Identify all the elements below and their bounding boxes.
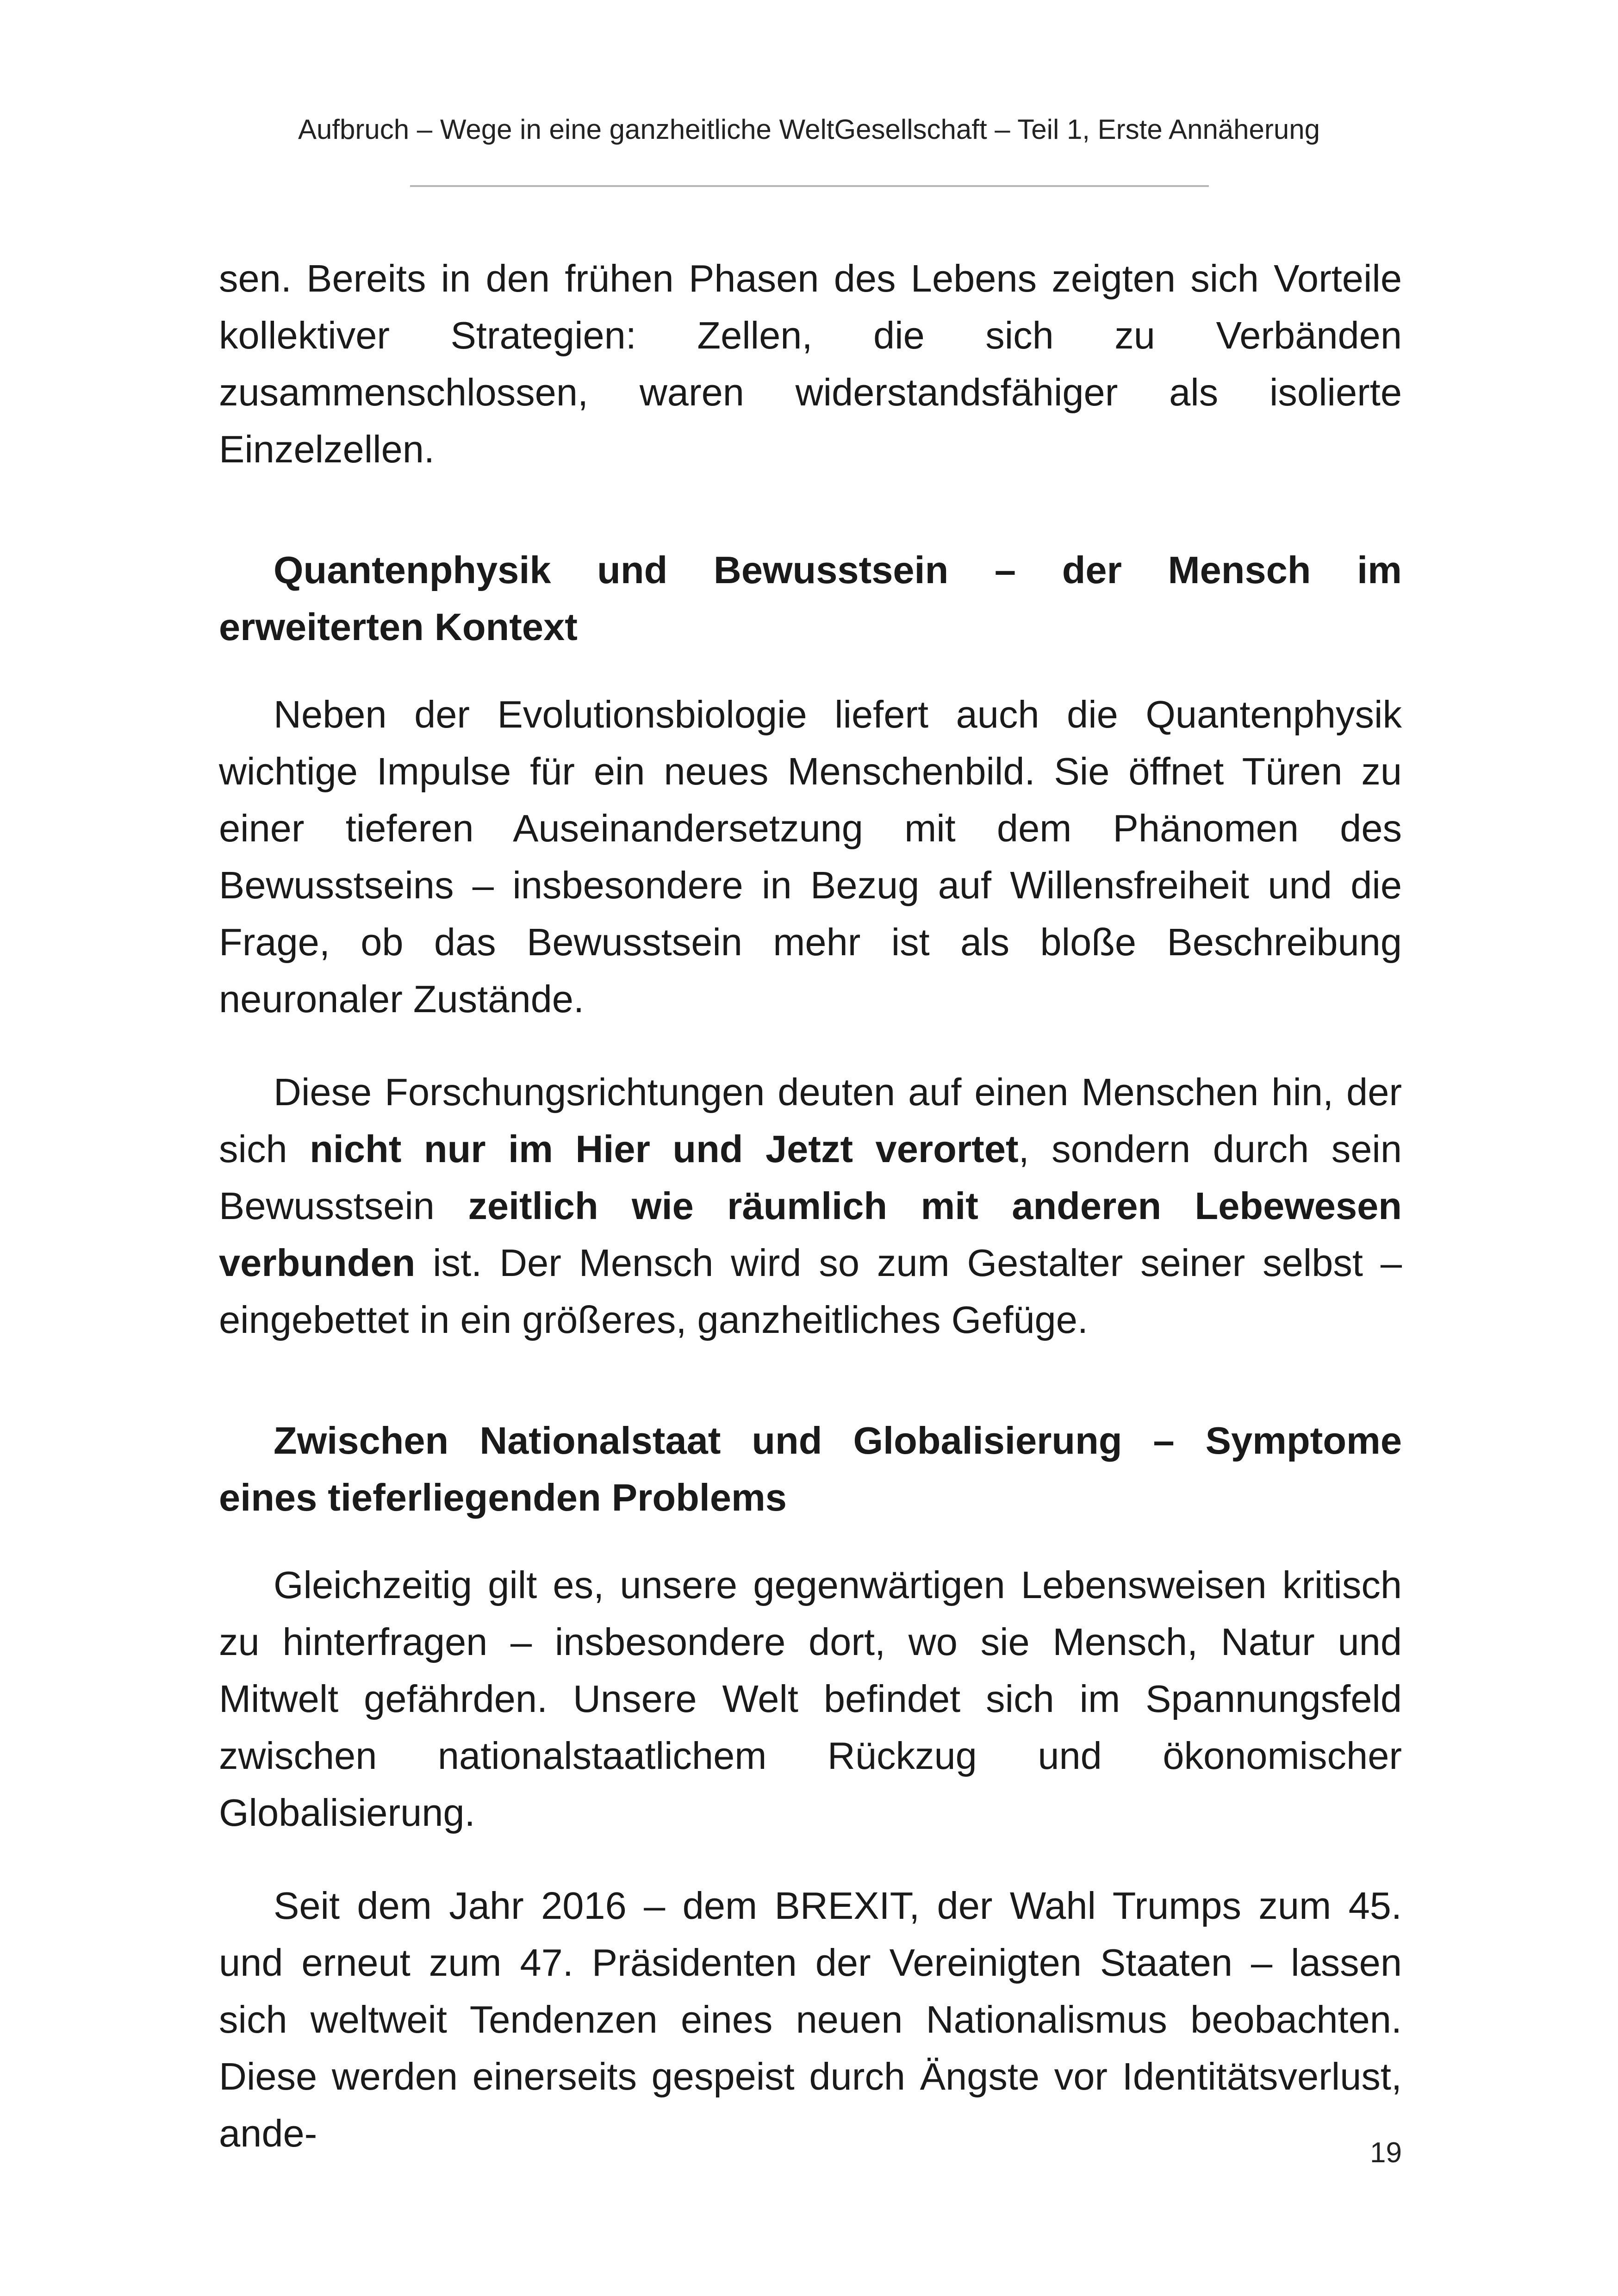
section-heading-nationalstaat: Zwischen Nationalstaat und Globalisierung – Symptome eines tieferliegenden Problems [219, 1419, 1402, 1519]
page-body [219, 250, 1402, 2162]
paragraph-text: , sondern durch sein Bewusstsein [219, 1127, 1402, 1227]
emphasis-text: zeitlich wie räumlich mit anderen Lebewesen verbunden [219, 1184, 1402, 1284]
paragraph-text: Diese Forschungsrichtungen deuten auf einen Menschen hin, der sich [219, 1070, 1402, 1170]
paragraph-seit-2016: Seit dem Jahr 2016 – dem BREXIT, der Wahl Trumps zum 45. und erneut zum 47. Präsidenten der Vereinigten Staaten – lassen sich weltweit Tendenzen eines neuen Nationalismus beobachten. Diese werden einerseits gespeist durch Ängste vor Identitätsverlust, ande- [219, 1884, 1402, 2155]
paragraph-quantenphysik: Neben der Evolutionsbiologie liefert auch die Quantenphysik wichtige Impulse für ein neues Menschenbild. Sie öffnet Türen zu einer tieferen Auseinandersetzung mit dem Phänomen des Bewusstseins – insbesondere in Bezug auf Willensfreiheit und die Frage, ob das Bewusstsein mehr ist als bloße Beschreibung neuronaler Zustände. [219, 693, 1402, 1020]
paragraph-forschungsrichtungen [219, 1064, 1402, 1348]
page-number: 19 [1370, 2137, 1402, 2169]
header-divider [410, 185, 1209, 187]
paragraph-gleichzeitig: Gleichzeitig gilt es, unsere gegenwärtigen Lebensweisen kritisch zu hinterfragen – insbesondere dort, wo sie Mensch, Natur und Mitwelt gefährden. Unsere Welt befindet sich im Spannungsfeld zwischen nationalstaatlichem Rückzug und ökonomischer Globalisierung. [219, 1563, 1402, 1834]
paragraph-text: ist. Der Mensch wird so zum Gestalter seiner selbst – eingebettet in ein größeres, ganzheitliches Gefüge. [219, 1241, 1402, 1341]
paragraph-continuation: sen. Bereits in den frühen Phasen des Lebens zeigten sich Vorteile kollektiver Strategien: Zellen, die sich zu Verbänden zusammenschlossen, waren widerstandsfähiger als isolierte Einzelzellen. [219, 257, 1402, 471]
section-heading-quantenphysik: Quantenphysik und Bewusstsein – der Mensch im erweiterten Kontext [219, 548, 1402, 648]
running-header: Aufbruch – Wege in eine ganzheitliche WeltGesellschaft – Teil 1, Erste Annäherung [298, 114, 1320, 145]
emphasis-text: nicht nur im Hier und Jetzt verortet [310, 1127, 1019, 1170]
